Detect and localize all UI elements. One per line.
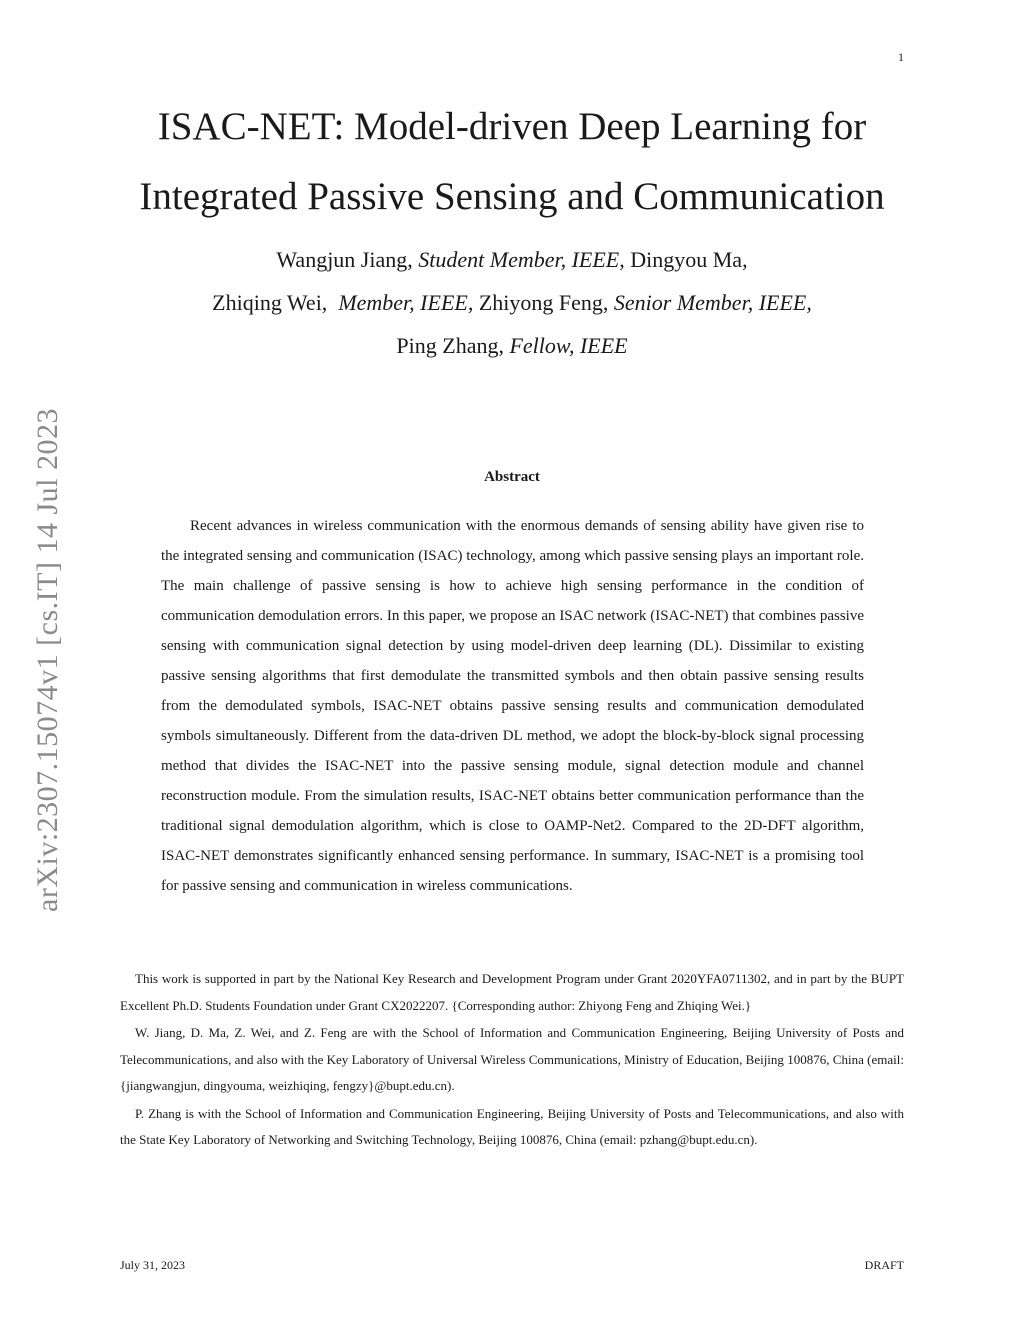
author-name: Zhiyong Feng, (478, 290, 609, 315)
author-membership: Student Member, IEEE, (418, 247, 625, 272)
footnotes (120, 966, 904, 1155)
paper-title-line-2: Integrated Passive Sensing and Communication (139, 175, 885, 218)
arxiv-identifier-stamp: arXiv:2307.15074v1 [cs.IT] 14 Jul 2023 (31, 408, 64, 912)
author-name: Wangjun Jiang, (276, 247, 413, 272)
footnote-affiliation-2: P. Zhang is with the School of Information and Communication Engineering, Beijing University of Posts and Telecommunications, and also with the State Key Laboratory of Networking and Switching Technology, Beijing 100876, China (email: pzhang@bupt.edu.cn). (120, 1105, 904, 1147)
paper-title-line-1: ISAC-NET: Model-driven Deep Learning for (157, 105, 867, 148)
footer-draft-label: DRAFT (864, 1258, 904, 1272)
author-line-2 (100, 281, 924, 324)
author-block (100, 238, 924, 367)
page-number: 1 (898, 50, 904, 64)
author-membership: Fellow, IEEE (509, 333, 628, 358)
author-name: Dingyou Ma, (630, 247, 748, 272)
footnote-funding: This work is supported in part by the National Key Research and Development Program under Grant 2020YFA0711302, and in part by the BUPT Excellent Ph.D. Students Foundation under Grant CX2022207. {Corresponding author: Zhiyong Feng and Zhiqing Wei.} (120, 971, 904, 1013)
author-membership: Member, IEEE, (338, 290, 474, 315)
author-name: Zhiqing Wei, (212, 290, 328, 315)
footer-date: July 31, 2023 (120, 1258, 186, 1272)
abstract-body: Recent advances in wireless communication with the enormous demands of sensing ability have given rise to the integrated sensing and communication (ISAC) technology, among which passive sensing plays an important role. The main challenge of passive sensing is how to achieve high sensing performance in the condition of communication demodulation errors. In this paper, we propose an ISAC network (ISAC-NET) that combines passive sensing with communication signal detection by using model-driven deep learning (DL). Dissimilar to existing passive sensing algorithms that first demodulate the transmitted symbols and then obtain passive sensing results from the demodulated symbols, ISAC-NET obtains passive sensing results and communication demodulated symbols simultaneously. Different from the data-driven DL method, we adopt the block-by-block signal processing method that divides the ISAC-NET into the passive sensing module, signal detection module and channel reconstruction module. From the simulation results, ISAC-NET obtains better communication performance than the traditional signal demodulation algorithm, which is close to OAMP-Net2. Compared to the 2D-DFT algorithm, ISAC-NET demonstrates significantly enhanced sensing performance. In summary, ISAC-NET is a promising tool for passive sensing and communication in wireless communications. (161, 518, 864, 894)
abstract-heading: Abstract (484, 469, 540, 485)
author-name: Ping Zhang, (396, 333, 504, 358)
paper-title (100, 92, 924, 232)
author-line-1 (100, 238, 924, 281)
author-line-3 (100, 324, 924, 367)
author-membership: Senior Member, IEEE, (613, 290, 812, 315)
footnote-affiliation-1: W. Jiang, D. Ma, Z. Wei, and Z. Feng are with the School of Information and Communication Engineering, Beijing University of Posts and Telecommunications, and also with the Key Laboratory of Universal Wireless Communications, Ministry of Education, Beijing 100876, China (email: {jiangwangjun, dingyouma, weizhiqing, fengzy}@bupt.edu.cn). (120, 1025, 904, 1093)
